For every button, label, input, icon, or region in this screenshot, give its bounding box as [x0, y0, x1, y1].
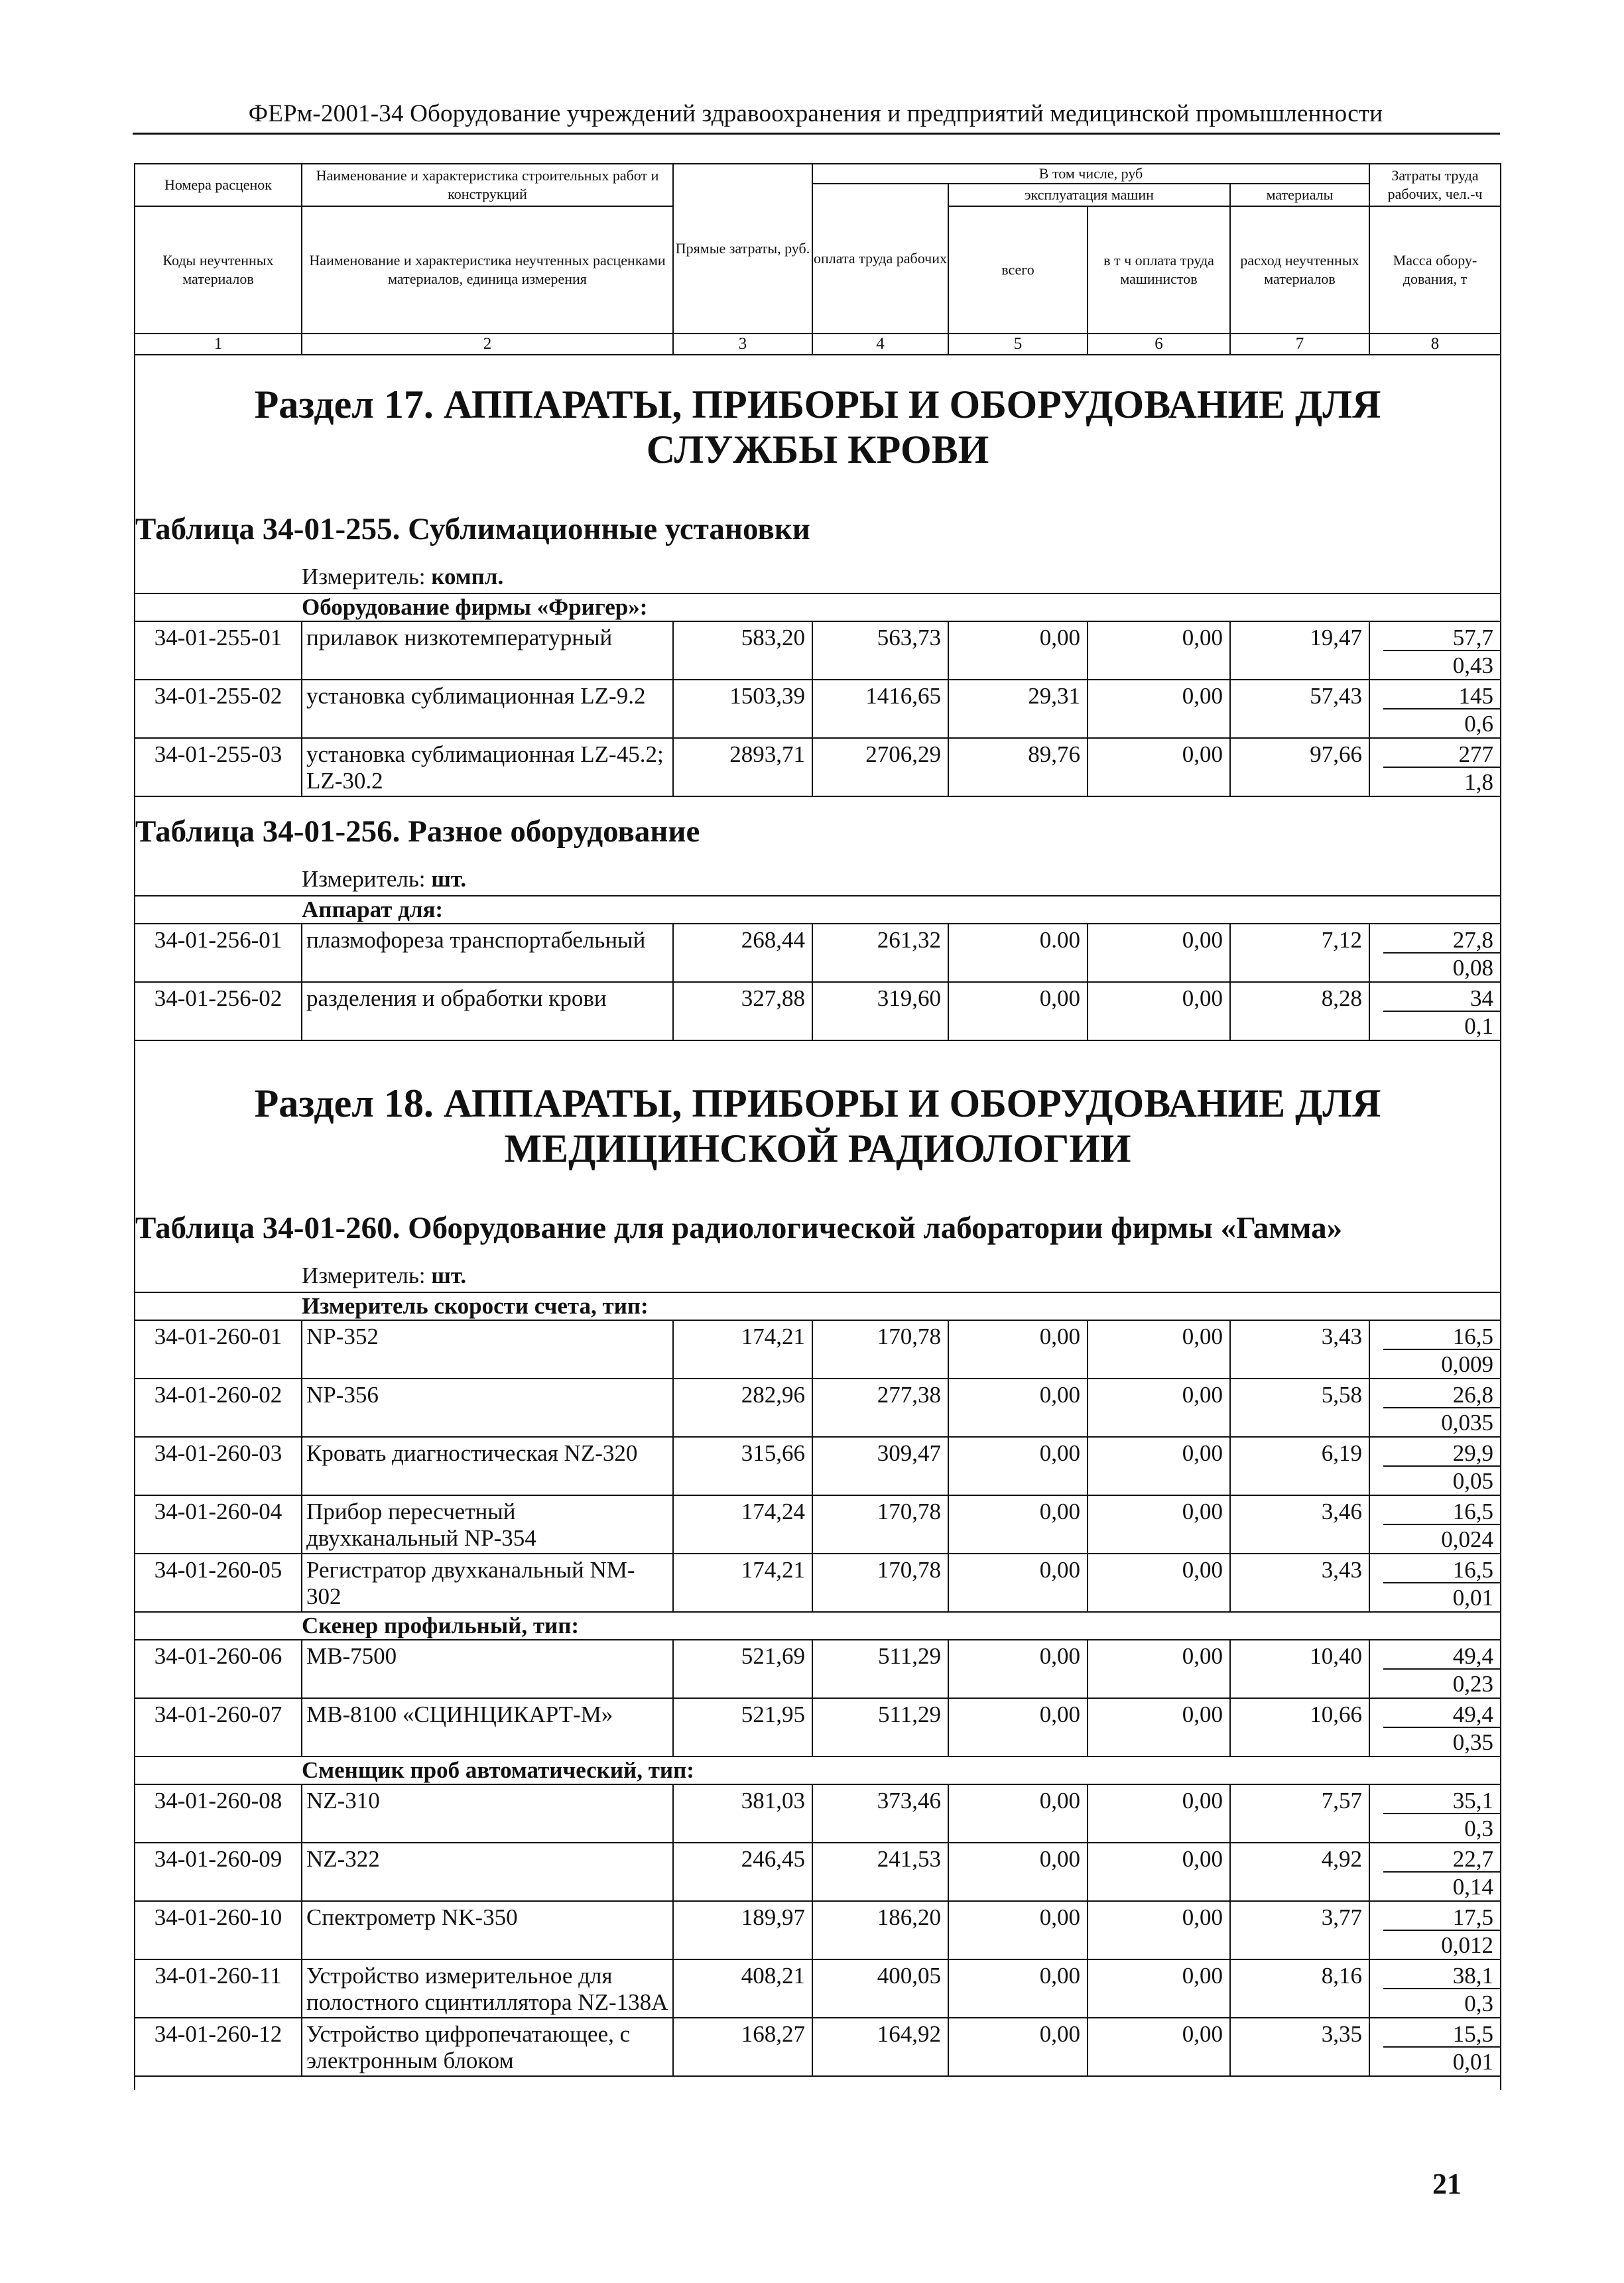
meter-row	[135, 1259, 1501, 1292]
table-title-row	[135, 508, 1501, 560]
mass-value: 0,14	[1452, 1874, 1494, 1900]
wage: 511,29	[812, 1698, 948, 1757]
rate-name: Кровать диагностическая NZ-320	[302, 1437, 673, 1495]
labor-mass-cell	[1369, 1495, 1501, 1554]
rate-code: 34-01-260-06	[135, 1640, 302, 1698]
machines-total: 0,00	[948, 1320, 1088, 1379]
mass-value: 0,1	[1464, 1013, 1494, 1039]
rates-table	[134, 163, 1501, 2090]
column-number: 4	[812, 334, 948, 355]
materials: 3,43	[1230, 1320, 1369, 1379]
meter-unit: компл.	[431, 564, 504, 589]
machine-wage: 0,00	[1088, 1698, 1230, 1757]
mass-value: 0,01	[1452, 1585, 1494, 1611]
labor-value: 16,5	[1383, 1554, 1500, 1583]
labor-value: 16,5	[1383, 1321, 1500, 1350]
table-row	[135, 1379, 1501, 1437]
col-unaccounted-materials: расход неучтенных материалов	[1230, 206, 1369, 334]
labor-value: 38,1	[1383, 1960, 1500, 1989]
mass-value: 0,035	[1441, 1410, 1494, 1436]
machines-total: 89,76	[948, 738, 1088, 796]
machines-total: 0,00	[948, 982, 1088, 1040]
machine-wage: 0,00	[1088, 1901, 1230, 1959]
labor-value: 16,5	[1383, 1496, 1500, 1525]
meter-label: Измеритель:	[302, 1263, 426, 1288]
mass-value: 0,3	[1464, 1816, 1494, 1841]
labor-mass-cell	[1369, 924, 1501, 982]
labor-mass-cell	[1369, 1901, 1501, 1959]
labor-value: 27,8	[1383, 924, 1500, 954]
materials: 97,66	[1230, 738, 1369, 796]
machine-wage: 0,00	[1088, 1640, 1230, 1698]
mass-value: 0,05	[1452, 1468, 1494, 1494]
labor-value: 49,4	[1383, 1699, 1500, 1728]
group-title: Аппарат для:	[302, 896, 1501, 924]
machine-wage: 0,00	[1088, 2018, 1230, 2076]
table-row	[135, 1495, 1501, 1554]
materials: 6,19	[1230, 1437, 1369, 1495]
group-title-row	[135, 1292, 1501, 1320]
col-labor: Затраты труда рабочих, чел.-ч	[1369, 164, 1501, 206]
column-number: 5	[948, 334, 1088, 355]
labor-value: 35,1	[1383, 1785, 1500, 1814]
table-title-row	[135, 1207, 1501, 1259]
direct-costs: 246,45	[673, 1843, 812, 1901]
meter-cell	[302, 560, 1501, 593]
direct-costs: 1503,39	[673, 680, 812, 738]
labor-mass-cell	[1369, 2018, 1501, 2076]
materials: 4,92	[1230, 1843, 1369, 1901]
direct-costs: 168,27	[673, 2018, 812, 2076]
group-title: Оборудование фирмы «Фригер»:	[302, 593, 1501, 621]
direct-costs: 268,44	[673, 924, 812, 982]
rate-name: Спектрометр NK-350	[302, 1901, 673, 1959]
rate-code: 34-01-256-02	[135, 982, 302, 1040]
rate-code: 34-01-260-10	[135, 1901, 302, 1959]
col-materials: материалы	[1230, 184, 1369, 206]
col-mass: Масса обору-дования, т	[1369, 206, 1501, 334]
table-row	[135, 2018, 1501, 2076]
labor-mass-cell	[1369, 680, 1501, 738]
mass-value: 0,01	[1452, 2049, 1494, 2075]
labor-value: 29,9	[1383, 1438, 1500, 1467]
rate-code: 34-01-256-01	[135, 924, 302, 982]
section-title: Раздел 18. АППАРАТЫ, ПРИБОРЫ И ОБОРУДОВАНИЕ ДЛЯ МЕДИЦИНСКОЙ РАДИОЛОГИИ	[135, 1054, 1501, 1207]
labor-value: 34	[1383, 983, 1500, 1012]
wage: 511,29	[812, 1640, 948, 1698]
machines-total: 0,00	[948, 1379, 1088, 1437]
machine-wage: 0,00	[1088, 924, 1230, 982]
wage: 164,92	[812, 2018, 948, 2076]
materials: 3,35	[1230, 2018, 1369, 2076]
group-title: Сменщик проб автоматический, тип:	[302, 1757, 1501, 1784]
labor-value: 26,8	[1383, 1379, 1500, 1408]
rate-code: 34-01-260-12	[135, 2018, 302, 2076]
meter-label: Измеритель:	[302, 866, 426, 892]
materials: 57,43	[1230, 680, 1369, 738]
column-number: 3	[673, 334, 812, 355]
labor-value: 15,5	[1383, 2018, 1500, 2048]
section-title-row	[135, 355, 1501, 508]
section-title: Раздел 17. АППАРАТЫ, ПРИБОРЫ И ОБОРУДОВАНИЕ ДЛЯ СЛУЖБЫ КРОВИ	[135, 355, 1501, 508]
machine-wage: 0,00	[1088, 1320, 1230, 1379]
rate-name: Прибор пересчетный двухканальный NP-354	[302, 1495, 673, 1554]
machines-total: 0,00	[948, 1959, 1088, 2018]
table-row	[135, 1784, 1501, 1843]
table-title-row	[135, 810, 1501, 862]
group-title-row	[135, 1612, 1501, 1640]
table-row	[135, 924, 1501, 982]
direct-costs: 408,21	[673, 1959, 812, 2018]
materials: 5,58	[1230, 1379, 1369, 1437]
direct-costs: 174,21	[673, 1320, 812, 1379]
spacer-row	[135, 2076, 1501, 2090]
group-title: Скенер профильный, тип:	[302, 1612, 1501, 1640]
machine-wage: 0,00	[1088, 1843, 1230, 1901]
wage: 241,53	[812, 1843, 948, 1901]
col-incl-wage: в т ч оплата труда машинистов	[1088, 206, 1230, 334]
materials: 3,43	[1230, 1554, 1369, 1612]
column-number: 8	[1369, 334, 1501, 355]
table-row	[135, 1640, 1501, 1698]
materials: 8,16	[1230, 1959, 1369, 2018]
running-header: ФЕРм-2001-34 Оборудование учреждений здравоохранения и предприятий медицинской промышленности	[248, 100, 1383, 127]
rate-name: разделения и обработки крови	[302, 982, 673, 1040]
meter-cell	[302, 1259, 1501, 1292]
wage: 2706,29	[812, 738, 948, 796]
rate-code: 34-01-255-01	[135, 621, 302, 680]
labor-mass-cell	[1369, 1698, 1501, 1757]
rate-code: 34-01-260-05	[135, 1554, 302, 1612]
labor-mass-cell	[1369, 1437, 1501, 1495]
machine-wage: 0,00	[1088, 1784, 1230, 1843]
column-numbers-row	[135, 334, 1501, 355]
page-number: 21	[1432, 2168, 1462, 2200]
labor-mass-cell	[1369, 1843, 1501, 1901]
labor-value: 49,4	[1383, 1640, 1500, 1670]
machines-total: 0,00	[948, 1698, 1088, 1757]
wage: 261,32	[812, 924, 948, 982]
col-wage: оплата труда рабочих	[812, 184, 948, 334]
rate-code: 34-01-260-03	[135, 1437, 302, 1495]
labor-mass-cell	[1369, 1320, 1501, 1379]
direct-costs: 282,96	[673, 1379, 812, 1437]
labor-mass-cell	[1369, 1554, 1501, 1612]
col-name-bottom: Наименование и характеристика неучтенных расценками материалов, единица измерения	[302, 206, 673, 334]
group-title-row	[135, 896, 1501, 924]
wage: 563,73	[812, 621, 948, 680]
header-rule	[133, 133, 1500, 135]
group-title-row	[135, 593, 1501, 621]
machine-wage: 0,00	[1088, 1437, 1230, 1495]
direct-costs: 327,88	[673, 982, 812, 1040]
meter-unit: шт.	[431, 1263, 467, 1288]
column-number: 2	[302, 334, 673, 355]
table-row	[135, 738, 1501, 796]
labor-value: 22,7	[1383, 1843, 1500, 1873]
rate-code: 34-01-260-07	[135, 1698, 302, 1757]
machines-total: 0,00	[948, 2018, 1088, 2076]
labor-value: 57,7	[1383, 622, 1500, 651]
wage: 373,46	[812, 1784, 948, 1843]
rate-name: NP-356	[302, 1379, 673, 1437]
meter-label: Измеритель:	[302, 564, 426, 589]
rate-code: 34-01-260-08	[135, 1784, 302, 1843]
spacer-row	[135, 796, 1501, 810]
machine-wage: 0,00	[1088, 1379, 1230, 1437]
col-machine-ops: эксплуатация машин	[948, 184, 1230, 206]
direct-costs: 174,21	[673, 1554, 812, 1612]
wage: 170,78	[812, 1495, 948, 1554]
direct-costs: 189,97	[673, 1901, 812, 1959]
labor-value: 145	[1383, 680, 1500, 710]
rate-name: NZ-322	[302, 1843, 673, 1901]
rate-code: 34-01-255-03	[135, 738, 302, 796]
wage: 319,60	[812, 982, 948, 1040]
table-title: Таблица 34-01-260. Оборудование для радиологической лаборатории фирмы «Гамма»	[135, 1207, 1501, 1259]
machines-total: 0,00	[948, 1495, 1088, 1554]
col-total: всего	[948, 206, 1088, 334]
wage: 186,20	[812, 1901, 948, 1959]
labor-value: 17,5	[1383, 1902, 1500, 1931]
labor-mass-cell	[1369, 621, 1501, 680]
materials: 19,47	[1230, 621, 1369, 680]
rate-name: Устройство измерительное для полостного сцинтиллятора NZ-138A	[302, 1959, 673, 2018]
mass-value: 0,3	[1464, 1991, 1494, 2016]
labor-mass-cell	[1369, 1379, 1501, 1437]
wage: 1416,65	[812, 680, 948, 738]
direct-costs: 521,95	[673, 1698, 812, 1757]
labor-mass-cell	[1369, 982, 1501, 1040]
machine-wage: 0,00	[1088, 982, 1230, 1040]
machines-total: 0,00	[948, 1784, 1088, 1843]
machine-wage: 0,00	[1088, 680, 1230, 738]
table-row	[135, 1320, 1501, 1379]
section-title-row	[135, 1054, 1501, 1207]
group-title: Измеритель скорости счета, тип:	[302, 1292, 1501, 1320]
col-direct-costs: Прямые затраты, руб.	[673, 164, 812, 334]
table-row	[135, 1959, 1501, 2018]
machines-total: 0,00	[948, 621, 1088, 680]
table-row	[135, 1437, 1501, 1495]
machines-total: 0,00	[948, 1554, 1088, 1612]
machine-wage: 0,00	[1088, 1959, 1230, 2018]
machines-total: 0,00	[948, 1901, 1088, 1959]
mass-value: 0,43	[1452, 652, 1494, 678]
wage: 400,05	[812, 1959, 948, 2018]
direct-costs: 521,69	[673, 1640, 812, 1698]
table-row	[135, 982, 1501, 1040]
table-row	[135, 621, 1501, 680]
direct-costs: 2893,71	[673, 738, 812, 796]
table-title: Таблица 34-01-256. Разное оборудование	[135, 810, 1501, 862]
machine-wage: 0,00	[1088, 1554, 1230, 1612]
machine-wage: 0,00	[1088, 1495, 1230, 1554]
meter-unit: шт.	[431, 866, 467, 892]
machines-total: 0,00	[948, 1640, 1088, 1698]
materials: 3,46	[1230, 1495, 1369, 1554]
mass-value: 0,23	[1452, 1671, 1494, 1697]
wage: 309,47	[812, 1437, 948, 1495]
meter-row	[135, 862, 1501, 896]
col-including: В том числе, руб	[812, 164, 1369, 184]
col-codes: Коды неучтенных материалов	[135, 206, 302, 334]
rate-name: MB-8100 «СЦИНЦИКАРТ-М»	[302, 1698, 673, 1757]
meter-cell	[302, 862, 1501, 896]
table-row	[135, 680, 1501, 738]
labor-mass-cell	[1369, 1784, 1501, 1843]
table-row	[135, 1698, 1501, 1757]
direct-costs: 174,24	[673, 1495, 812, 1554]
wage: 170,78	[812, 1320, 948, 1379]
rate-name: плазмофореза транспортабельный	[302, 924, 673, 982]
mass-value: 1,8	[1464, 769, 1494, 795]
materials: 7,57	[1230, 1784, 1369, 1843]
rate-code: 34-01-260-01	[135, 1320, 302, 1379]
rate-name: MB-7500	[302, 1640, 673, 1698]
materials: 10,40	[1230, 1640, 1369, 1698]
rate-name: установка сублимационная LZ-45.2; LZ-30.2	[302, 738, 673, 796]
mass-value: 0,35	[1452, 1729, 1494, 1755]
spacer-row	[135, 1040, 1501, 1054]
labor-mass-cell	[1369, 1640, 1501, 1698]
mass-value: 0,6	[1464, 711, 1494, 737]
rate-name: NZ-310	[302, 1784, 673, 1843]
header-row-1	[135, 164, 1501, 184]
mass-value: 0,08	[1452, 955, 1494, 981]
rate-name: Регистратор двухканальный NM-302	[302, 1554, 673, 1612]
rate-name: прилавок низкотемпературный	[302, 621, 673, 680]
direct-costs: 583,20	[673, 621, 812, 680]
table-title: Таблица 34-01-255. Сублимационные установки	[135, 508, 1501, 560]
rate-name: установка сублимационная LZ-9.2	[302, 680, 673, 738]
rate-code: 34-01-255-02	[135, 680, 302, 738]
materials: 7,12	[1230, 924, 1369, 982]
meter-row	[135, 560, 1501, 593]
materials: 8,28	[1230, 982, 1369, 1040]
mass-value: 0,012	[1441, 1932, 1494, 1958]
machines-total: 0,00	[948, 1437, 1088, 1495]
materials: 10,66	[1230, 1698, 1369, 1757]
column-number: 7	[1230, 334, 1369, 355]
labor-mass-cell	[1369, 1959, 1501, 2018]
machines-total: 29,31	[948, 680, 1088, 738]
wage: 170,78	[812, 1554, 948, 1612]
rate-code: 34-01-260-11	[135, 1959, 302, 2018]
labor-mass-cell	[1369, 738, 1501, 796]
column-number: 6	[1088, 334, 1230, 355]
table-row	[135, 1901, 1501, 1959]
machines-total: 0.00	[948, 924, 1088, 982]
direct-costs: 381,03	[673, 1784, 812, 1843]
labor-value: 277	[1383, 739, 1500, 768]
rate-code: 34-01-260-04	[135, 1495, 302, 1554]
mass-value: 0,009	[1441, 1351, 1494, 1377]
machine-wage: 0,00	[1088, 738, 1230, 796]
group-title-row	[135, 1757, 1501, 1784]
rate-name: NP-352	[302, 1320, 673, 1379]
document-body	[134, 163, 1500, 2090]
rate-code: 34-01-260-02	[135, 1379, 302, 1437]
machines-total: 0,00	[948, 1843, 1088, 1901]
direct-costs: 315,66	[673, 1437, 812, 1495]
rate-name: Устройство цифропечатающее, с электронным блоком	[302, 2018, 673, 2076]
rate-code: 34-01-260-09	[135, 1843, 302, 1901]
table-row	[135, 1554, 1501, 1612]
column-number: 1	[135, 334, 302, 355]
col-rate-number: Номера расценок	[135, 164, 302, 206]
materials: 3,77	[1230, 1901, 1369, 1959]
table-row	[135, 1843, 1501, 1901]
col-name-top: Наименование и характеристика строительных работ и конструкций	[302, 164, 673, 206]
mass-value: 0,024	[1441, 1526, 1494, 1552]
machine-wage: 0,00	[1088, 621, 1230, 680]
wage: 277,38	[812, 1379, 948, 1437]
